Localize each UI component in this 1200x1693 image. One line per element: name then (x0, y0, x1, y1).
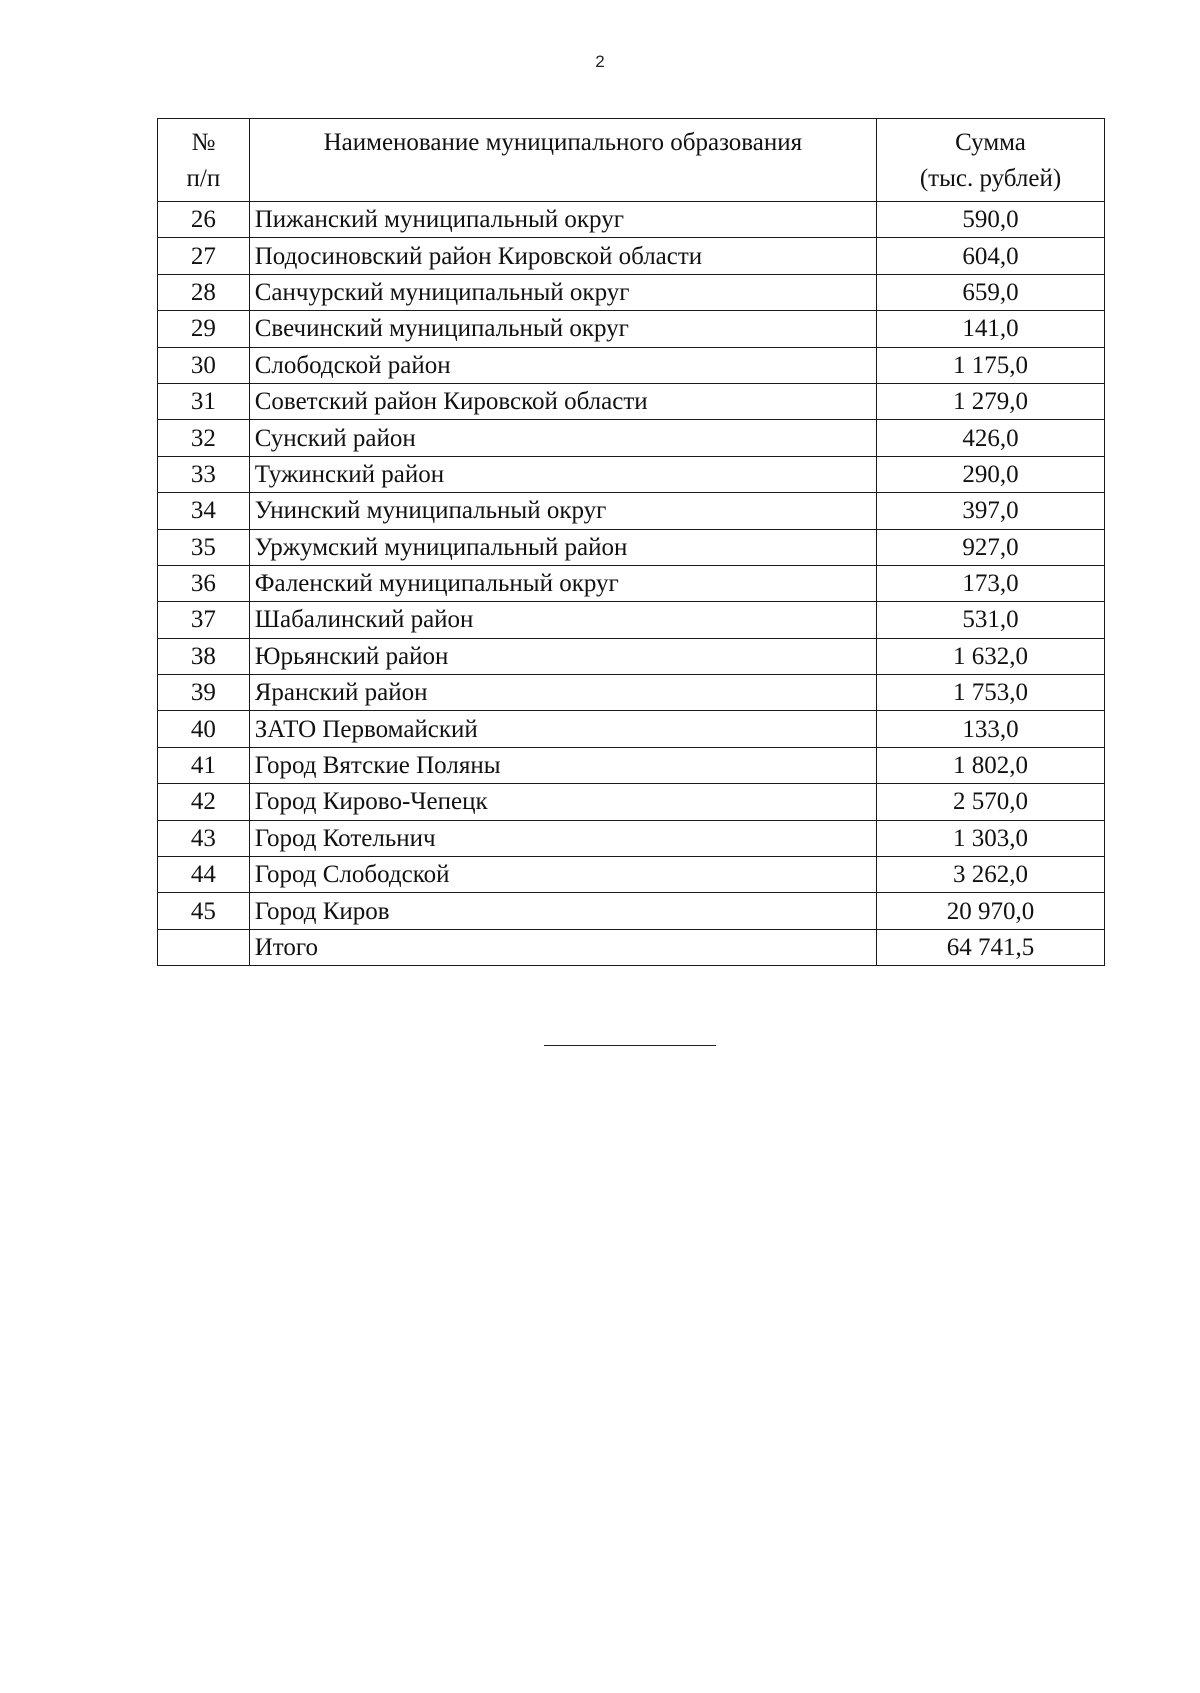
table-row (158, 857, 1105, 893)
row-sum: 426,0 (877, 420, 1105, 456)
row-sum: 141,0 (877, 311, 1105, 347)
header-name (249, 119, 876, 202)
row-name: Город Котельнич (249, 820, 876, 856)
row-name: ЗАТО Первомайский (249, 711, 876, 747)
row-number (158, 929, 250, 965)
row-number: 40 (158, 711, 250, 747)
row-sum: 531,0 (877, 602, 1105, 638)
header-number (158, 119, 250, 202)
row-sum: 64 741,5 (877, 929, 1105, 965)
row-number: 32 (158, 420, 250, 456)
row-number: 44 (158, 857, 250, 893)
total-row (158, 929, 1105, 965)
header-sum (877, 119, 1105, 202)
table-row (158, 638, 1105, 674)
row-number: 39 (158, 675, 250, 711)
table-row (158, 784, 1105, 820)
row-number: 34 (158, 493, 250, 529)
row-number: 37 (158, 602, 250, 638)
header-sum-line1: Сумма (955, 129, 1026, 156)
row-number: 41 (158, 747, 250, 783)
table-row (158, 202, 1105, 238)
row-number: 45 (158, 893, 250, 929)
header-sum-line2: (тыс. рублей) (919, 165, 1062, 192)
table-row (158, 274, 1105, 310)
header-name-text: Наименование муниципального образования (323, 129, 803, 156)
row-number: 26 (158, 202, 250, 238)
table-row (158, 602, 1105, 638)
row-number: 27 (158, 238, 250, 274)
row-name: Подосиновский район Кировской области (249, 238, 876, 274)
row-sum: 1 802,0 (877, 747, 1105, 783)
row-name: Город Вятские Поляны (249, 747, 876, 783)
row-name: Юрьянский район (249, 638, 876, 674)
row-name: Город Слободской (249, 857, 876, 893)
row-sum: 2 570,0 (877, 784, 1105, 820)
row-name: Слободской район (249, 347, 876, 383)
table-row (158, 747, 1105, 783)
row-name: Уржумский муниципальный район (249, 529, 876, 565)
table-body (158, 202, 1105, 966)
row-sum: 397,0 (877, 493, 1105, 529)
row-sum: 3 262,0 (877, 857, 1105, 893)
table-row (158, 238, 1105, 274)
header-number-line1: № (191, 129, 216, 156)
row-sum: 1 753,0 (877, 675, 1105, 711)
row-sum: 1 303,0 (877, 820, 1105, 856)
row-sum: 659,0 (877, 274, 1105, 310)
row-sum: 927,0 (877, 529, 1105, 565)
row-name: Тужинский район (249, 456, 876, 492)
row-number: 31 (158, 383, 250, 419)
table-row (158, 420, 1105, 456)
row-name: Советский район Кировской области (249, 383, 876, 419)
row-name: Сунский район (249, 420, 876, 456)
end-divider-line (544, 1045, 716, 1046)
row-number: 36 (158, 565, 250, 601)
row-name: Город Киров (249, 893, 876, 929)
row-number: 42 (158, 784, 250, 820)
row-name: Город Кирово-Чепецк (249, 784, 876, 820)
row-number: 35 (158, 529, 250, 565)
row-sum: 173,0 (877, 565, 1105, 601)
table-row (158, 456, 1105, 492)
table-row (158, 565, 1105, 601)
row-sum: 1 632,0 (877, 638, 1105, 674)
row-number: 38 (158, 638, 250, 674)
row-name: Пижанский муниципальный округ (249, 202, 876, 238)
table-row (158, 711, 1105, 747)
page-number: 2 (595, 52, 605, 71)
row-number: 33 (158, 456, 250, 492)
table-row (158, 493, 1105, 529)
row-name: Яранский район (249, 675, 876, 711)
row-number: 30 (158, 347, 250, 383)
table-row (158, 820, 1105, 856)
row-name: Санчурский муниципальный округ (249, 274, 876, 310)
table-row (158, 383, 1105, 419)
row-number: 28 (158, 274, 250, 310)
row-name: Фаленский муниципальный округ (249, 565, 876, 601)
table-row (158, 311, 1105, 347)
row-sum: 604,0 (877, 238, 1105, 274)
row-name: Свечинский муниципальный округ (249, 311, 876, 347)
row-sum: 590,0 (877, 202, 1105, 238)
table-row (158, 347, 1105, 383)
table-row (158, 529, 1105, 565)
row-sum: 290,0 (877, 456, 1105, 492)
row-sum: 1 279,0 (877, 383, 1105, 419)
allocation-table (157, 118, 1105, 966)
row-number: 43 (158, 820, 250, 856)
row-sum: 1 175,0 (877, 347, 1105, 383)
row-name: Шабалинский район (249, 602, 876, 638)
row-sum: 133,0 (877, 711, 1105, 747)
table-row (158, 675, 1105, 711)
row-sum: 20 970,0 (877, 893, 1105, 929)
row-name: Итого (249, 929, 876, 965)
row-name: Унинский муниципальный округ (249, 493, 876, 529)
header-number-line2: п/п (186, 165, 221, 192)
table-row (158, 893, 1105, 929)
table-header-row (158, 119, 1105, 202)
row-number: 29 (158, 311, 250, 347)
